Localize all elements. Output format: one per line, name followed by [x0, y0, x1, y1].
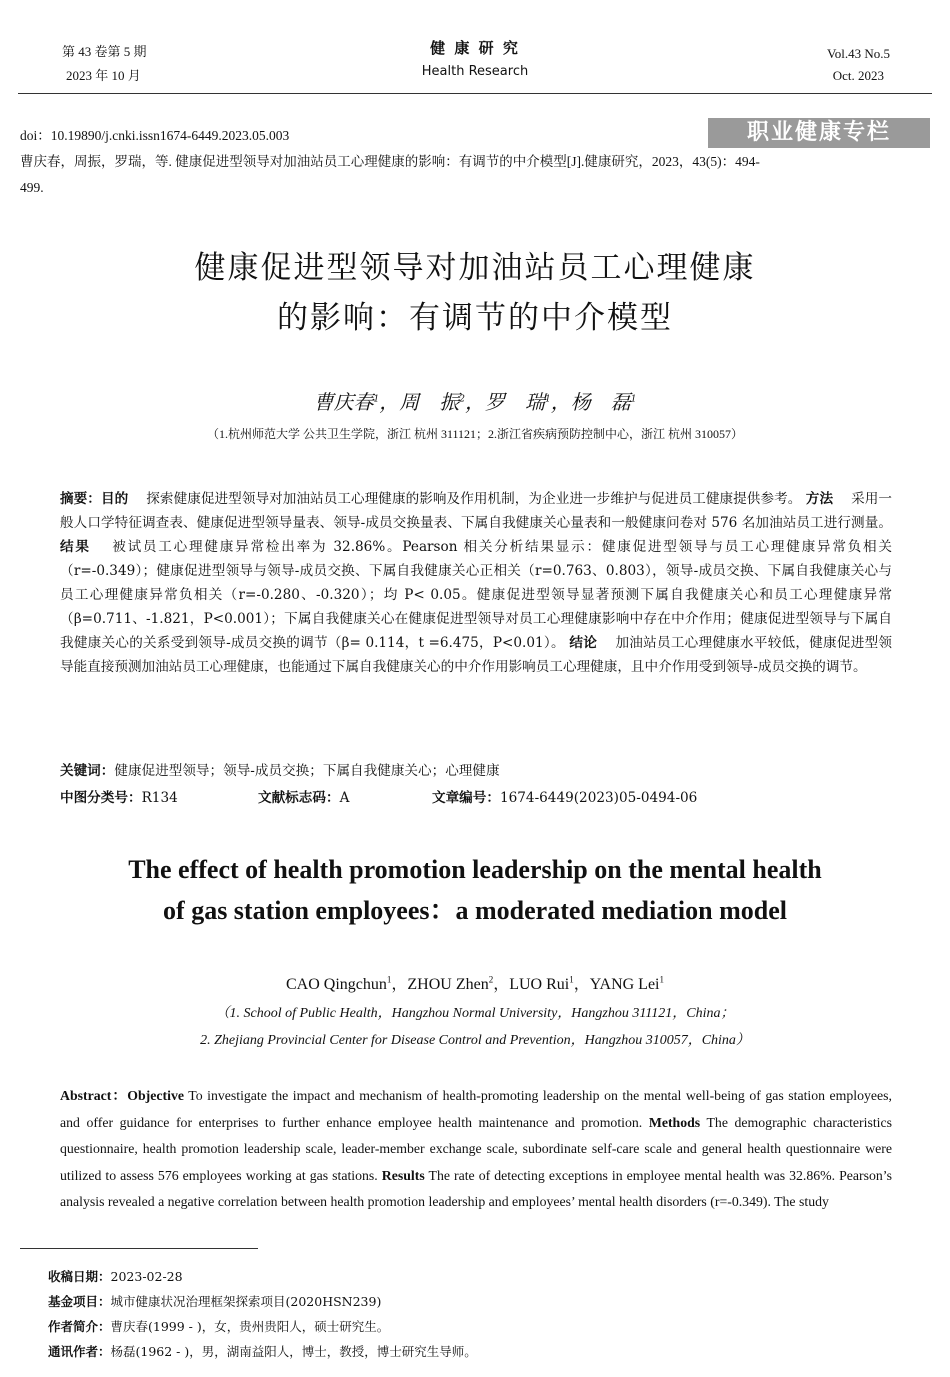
- abstract-en-objective-label: Objective: [127, 1088, 184, 1103]
- abstract-cn-conclusion-label: 结论: [569, 635, 598, 651]
- abstract-en-label: Abstract：: [60, 1088, 128, 1103]
- footnote-rule: [20, 1248, 258, 1249]
- authors-en: [0, 973, 950, 997]
- header-date-cn: 2023 年 10 月: [66, 68, 141, 83]
- doc-code: [258, 786, 349, 810]
- abstract-en-methods-label: Methods: [648, 1114, 701, 1130]
- header-rule: [18, 93, 932, 94]
- clc-value: R134: [141, 790, 178, 806]
- doc-label: 文献标志码：: [258, 790, 340, 806]
- title-cn-line1: 健康促进型领导对加油站员工心理健康: [194, 250, 756, 286]
- abstract-en-results: The rate of detecting exceptions in employee mental health was 32.86%. Pearson’s analysis revealed a negative correlation between health promotion leadership and employees’ mental health disorders (r=-0.349). The study: [60, 1167, 893, 1210]
- footnote-funding: 基金项目：城市健康状况治理框架探索项目(2020HSN239): [48, 1294, 382, 1309]
- author-cn: 周 振$^2$，: [399, 390, 485, 414]
- abstract-cn-label: 摘要：目的: [60, 491, 129, 507]
- citation-line2: 499.: [20, 180, 44, 195]
- author-en: YANG Lei$^1$: [589, 974, 664, 993]
- author-en: LUO Rui$^1$，: [509, 974, 590, 993]
- title-en-line2: of gas station employees：a moderated mediation model: [163, 896, 787, 925]
- header-volume-cn: 第 43 卷第 5 期: [62, 44, 147, 59]
- header-journal-cn: 健 康 研 究: [430, 39, 520, 57]
- abstract-en-objective: To investigate the impact and mechanism of health-promoting leadership on the mental well-being of gas station employees, and offer guidance for enterprises to further enhance employee health maintenance and promotion.: [60, 1088, 892, 1130]
- footnote-author-bio: 作者简介：曹庆春(1999 - )，女，贵州贵阳人，硕士研究生。: [48, 1319, 390, 1334]
- abstract-cn: [60, 487, 892, 679]
- keywords-text: 健康促进型领导；领导-成员交换；下属自我健康关心；心理健康: [114, 763, 500, 779]
- header-journal-en: Health Research: [421, 64, 529, 79]
- abstract-cn-methods-label: 方法: [805, 491, 834, 507]
- affiliations-cn: （1.杭州师范大学 公共卫生学院，浙江 杭州 311121；2.浙江省疾病预防控制中心，浙江 杭州 310057）: [206, 427, 744, 441]
- clc-label: 中图分类号：: [60, 790, 142, 806]
- footnote-corresponding: 通讯作者：杨磊(1962 - )，男，湖南益阳人，博士，教授，博士研究生导师。: [48, 1344, 477, 1359]
- author-en: CAO Qingchun$^1$，: [285, 974, 408, 993]
- abstract-cn-objective: 探索健康促进型领导对加油站员工心理健康的影响及作用机制，为企业进一步维护与促进员工健康提供参考。: [146, 491, 802, 507]
- abstract-en-methods: The demographic characteristics questionnaire, health promotion leadership scale, leader-member exchange scale, subordinate self-care scale and general health questionnaire were utilized to assess 576 employees working at gas stations.: [60, 1114, 892, 1183]
- author-cn: 杨 磊$^1$: [570, 390, 637, 414]
- keywords: [60, 759, 892, 783]
- affiliations-en-line2: 2. Zhejiang Provincial Center for Disease Control and Prevention，Hangzhou 310057，China）: [200, 1033, 750, 1048]
- citation-line1: 曹庆春，周振，罗瑞，等. 健康促进型领导对加油站员工心理健康的影响：有调节的中介模型[J].健康研究，2023，43(5)：494-: [20, 154, 760, 169]
- footnote-received: 收稿日期：2023-02-28: [48, 1269, 183, 1284]
- header-date-en: Oct. 2023: [832, 68, 884, 83]
- doc-value: A: [339, 790, 350, 806]
- abstract-cn-results: 被试员工心理健康异常检出率为 32.86%。Pearson 相关分析结果显示：健康促进型领导与员工心理健康异常负相关（r=-0.349）；健康促进型领导与领导-成员交换、下属自我健康关心正相关（r=0.763、0.803），领导-成员交换、下属自我健康关心与员工心理健康异常负相关（r=-0.280、-0.320）；均 P< 0.05。健康促进型领导显著预测下属自我健康关心和员工心理健康异常（β=0.711、-1.821，P<0.001）；下属自我健康关心在健康促进型领导对员工心理健康影响中存在中介作用；健康促进型领导与下属自我健康关心的关系受到领导-成员交换的调节（β= 0.114，t =6.475，P<0.01）。: [60, 539, 893, 651]
- author-en: ZHOU Zhen$^2$，: [407, 974, 510, 993]
- column-badge: 职业健康专栏: [708, 118, 930, 148]
- title-cn-line2: 的影响：有调节的中介模型: [277, 300, 673, 336]
- keywords-label: 关键词：: [60, 763, 115, 779]
- footnotes: [48, 1264, 477, 1364]
- abstract-cn-methods: 采用一般人口学特征调查表、健康促进型领导量表、领导-成员交换量表、下属自我健康关心量表和一般健康问卷对 576 名加油站员工进行测量。: [60, 491, 893, 531]
- title-en-line1: The effect of health promotion leadership on the mental health: [128, 855, 822, 884]
- article-value: 1674-6449(2023)05-0494-06: [499, 790, 698, 806]
- abstract-cn-conclusion: 加油站员工心理健康水平较低，健康促进型领导能直接预测加油站员工心理健康，也能通过下属自我健康关心的中介作用影响员工心理健康，且中介作用受到领导-成员交换的调节。: [60, 635, 893, 675]
- affiliations-en-line1: （1. School of Public Health，Hangzhou Normal University，Hangzhou 311121，China；: [215, 1006, 735, 1021]
- abstract-cn-results-label: 结果: [60, 539, 91, 555]
- article-number: [432, 786, 697, 810]
- author-cn: 罗 瑞$^1$，: [485, 390, 571, 414]
- header-volume-en: Vol.43 No.5: [827, 46, 890, 61]
- abstract-en: [60, 1083, 892, 1216]
- authors-cn: [0, 388, 950, 416]
- abstract-en-results-label: Results: [381, 1167, 425, 1183]
- doi: doi：10.19890/j.cnki.issn1674-6449.2023.05.003: [20, 128, 290, 143]
- author-cn: 曹庆春$^1$，: [313, 390, 400, 414]
- article-label: 文章编号：: [432, 790, 500, 806]
